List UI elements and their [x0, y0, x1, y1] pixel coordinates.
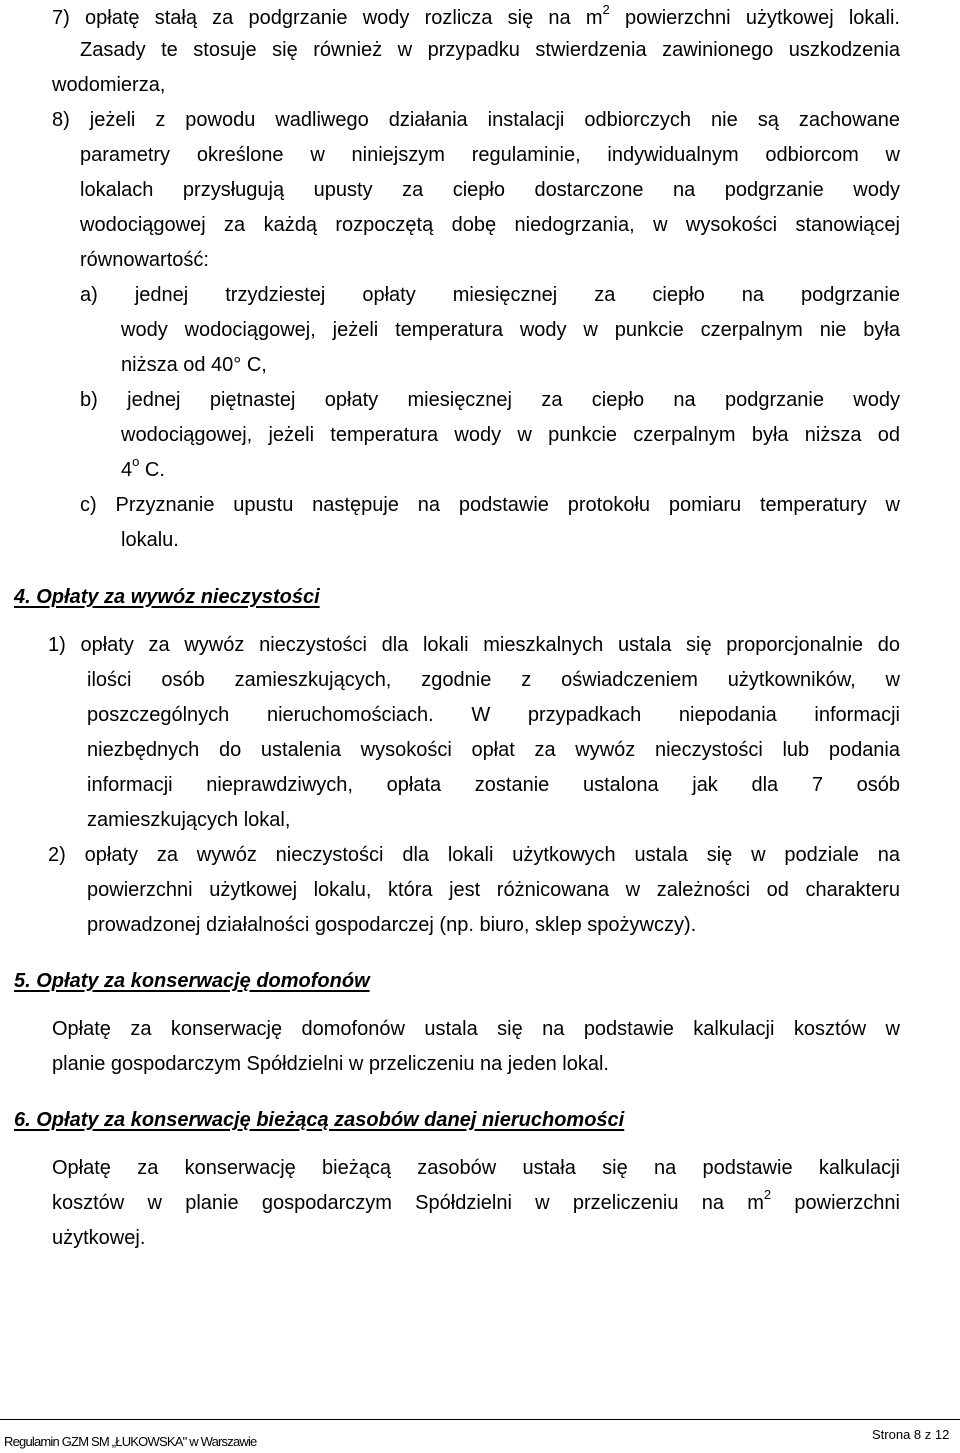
- item-7-line-2: Zasady te stosuje się również w przypadku stwierdzenia zawinionego uszkodzenia: [80, 39, 900, 61]
- footer-document-title: Regulamin GZM SM „ŁUKOWSKA" w Warszawie: [4, 1434, 257, 1449]
- section-4-item-1-line-2: ilości osób zamieszkujących, zgodnie z oświadczeniem użytkowników, w: [87, 669, 900, 691]
- sub-item-a-line-1: a) jednej trzydziestej opłaty miesięcznej za ciepło na podgrzanie: [80, 284, 900, 306]
- sub-item-a-line-2: wody wodociągowej, jeżeli temperatura wody w punkcie czerpalnym nie była: [121, 319, 900, 341]
- section-6-line-3: użytkowej.: [52, 1227, 146, 1249]
- section-4-item-2-line-3: prowadzonej działalności gospodarczej (np. biuro, sklep spożywczy).: [87, 914, 697, 936]
- section-4-item-1-line-4: niezbędnych do ustalenia wysokości opłat za wywóz nieczystości lub podania: [87, 739, 900, 761]
- section-5-line-2: planie gospodarczym Spółdzielni w przeliczeniu na jeden lokal.: [52, 1053, 609, 1075]
- item-7-line-1: 7) opłatę stałą za podgrzanie wody rozlicza się na $m^2$ powierzchni użytkowej lokali.: [52, 2, 900, 29]
- section-5-heading: 5. Opłaty za konserwację domofonów: [14, 970, 370, 992]
- footer-divider: [0, 1419, 960, 1420]
- superscript: 2: [763, 1187, 772, 1203]
- item-8-line-2: parametry określone w niniejszym regulaminie, indywidualnym odbiorcom w: [80, 144, 900, 166]
- sub-item-b-line-1: b) jednej piętnastej opłaty miesięcznej za ciepło na podgrzanie wody: [80, 389, 900, 411]
- superscript: 2: [602, 2, 610, 18]
- sub-item-a-line-3: niższa od 40° C,: [121, 354, 267, 376]
- section-4-item-2-line-1: 2) opłaty za wywóz nieczystości dla lokali użytkowych ustala się w podziale na: [48, 844, 900, 866]
- section-6-line-1: Opłatę za konserwację bieżącą zasobów ustała się na podstawie kalkulacji: [52, 1157, 900, 1179]
- section-4-item-1-line-6: zamieszkujących lokal,: [87, 809, 291, 831]
- item-8-line-3: lokalach przysługują upusty za ciepło dostarczone na podgrzanie wody: [80, 179, 900, 201]
- section-4-item-1-line-5: informacji nieprawdziwych, opłata zostanie ustalona jak dla 7 osób: [87, 774, 900, 796]
- item-8-line-4: wodociągowej za każdą rozpoczętą dobę niedogrzania, w wysokości stanowiącej: [80, 214, 900, 236]
- degree-superscript: o: [132, 454, 140, 470]
- sub-item-b-line-2: wodociągowej, jeżeli temperatura wody w punkcie czerpalnym była niższa od: [121, 424, 900, 446]
- footer-page-number: Strona 8 z 12: [872, 1427, 950, 1442]
- item-8-line-1: 8) jeżeli z powodu wadliwego działania instalacji odbiorczych nie są zachowane: [52, 109, 900, 131]
- sub-item-c-line-2: lokalu.: [121, 529, 179, 551]
- section-6-line-2: kosztów w planie gospodarczym Spółdzielni w przeliczeniu na $m^2$ powierzchni: [52, 1187, 900, 1214]
- section-4-item-2-line-2: powierzchni użytkowej lokalu, która jest różnicowana w zależności od charakteru: [87, 879, 900, 901]
- item-7-line-3: wodomierza,: [52, 74, 166, 96]
- sub-item-c-line-1: c) Przyznanie upustu następuje na podstawie protokołu pomiaru temperatury w: [80, 494, 900, 516]
- section-5-line-1: Opłatę za konserwację domofonów ustala się na podstawie kalkulacji kosztów w: [52, 1018, 900, 1040]
- section-4-heading: 4. Opłaty za wywóz nieczystości: [14, 586, 320, 608]
- section-4-item-1-line-1: 1) opłaty za wywóz nieczystości dla lokali mieszkalnych ustala się proporcjonalnie do: [48, 634, 900, 656]
- section-6-heading: 6. Opłaty za konserwację bieżącą zasobów danej nieruchomości: [14, 1109, 625, 1131]
- section-4-item-1-line-3: poszczególnych nieruchomościach. W przypadkach niepodania informacji: [87, 704, 900, 726]
- sub-item-b-line-3: 4$^o$ C.: [121, 454, 165, 481]
- item-8-line-5: równowartość:: [80, 249, 209, 271]
